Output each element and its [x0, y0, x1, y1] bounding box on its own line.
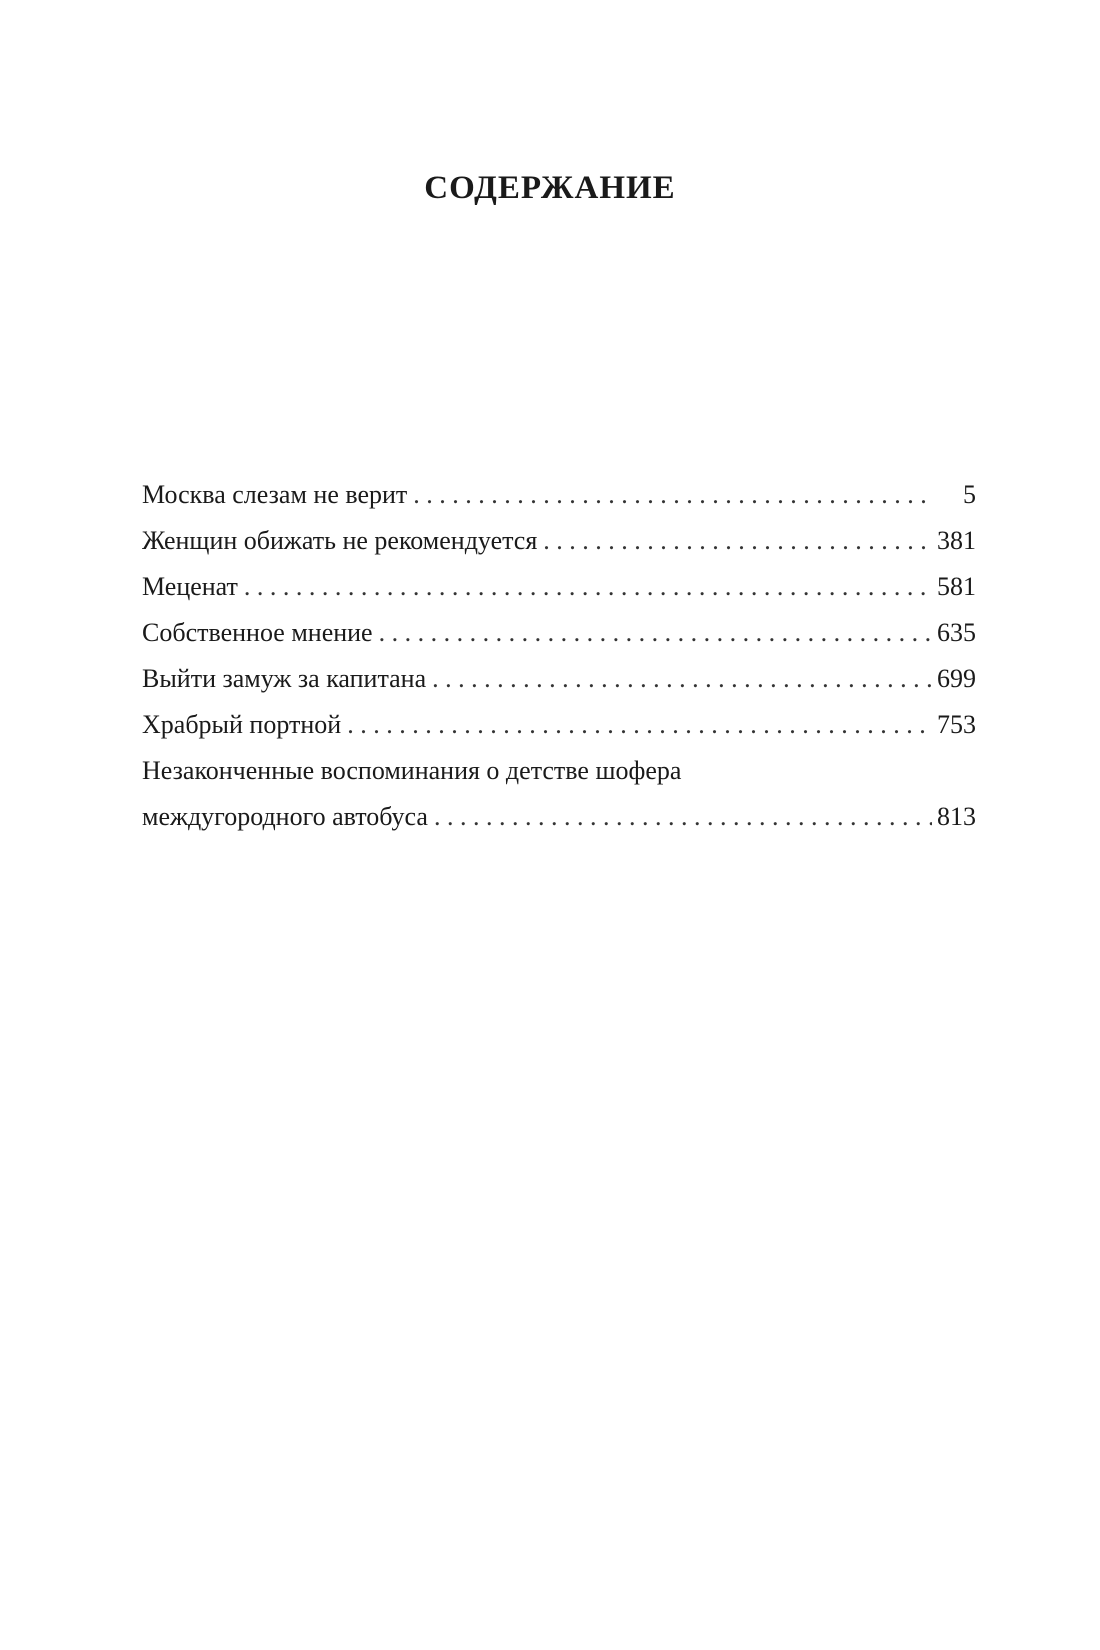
- toc-line: [142, 472, 976, 518]
- toc-entry-title-line1: Незаконченные воспоминания о детстве шофера: [142, 756, 682, 785]
- toc-entry[interactable]: [142, 564, 976, 610]
- toc-entry-title: Выйти замуж за капитана: [142, 664, 427, 693]
- toc-leader-dots: [434, 794, 932, 840]
- toc-page-number: 753: [937, 710, 976, 739]
- toc-page-number: 5: [963, 480, 976, 509]
- toc-page-number: 635: [937, 618, 976, 647]
- toc-entry[interactable]: [142, 472, 976, 518]
- toc-leader-dots: [379, 610, 932, 656]
- toc-leader-dots: [244, 564, 932, 610]
- toc-page-number: 581: [937, 572, 976, 601]
- toc-line: [142, 610, 976, 656]
- toc-line: [142, 564, 976, 610]
- toc-entry-title: Собственное мнение: [142, 618, 373, 647]
- toc-leader-dots: [543, 518, 932, 564]
- toc-line: [142, 794, 976, 840]
- toc-page-number: 699: [937, 664, 976, 693]
- toc-page-number: 813: [937, 802, 976, 831]
- toc-line: [142, 702, 976, 748]
- toc-entry[interactable]: [142, 748, 976, 840]
- toc-entry-title: Москва слезам не верит: [142, 480, 408, 509]
- toc-leader-dots: [347, 702, 932, 748]
- toc-entry-title-line2: междугородного автобуса: [142, 802, 428, 831]
- toc-line: [142, 518, 976, 564]
- toc-entry-title: Женщин обижать не рекомендуется: [142, 526, 538, 555]
- page-title: СОДЕРЖАНИЕ: [424, 170, 676, 206]
- toc-line: [142, 656, 976, 702]
- toc-leader-dots: [432, 656, 932, 702]
- toc-entry[interactable]: [142, 656, 976, 702]
- table-of-contents: [142, 472, 976, 840]
- toc-page-number: 381: [937, 526, 976, 555]
- toc-entry-title: Меценат: [142, 572, 238, 601]
- toc-entry[interactable]: [142, 610, 976, 656]
- toc-entry[interactable]: [142, 702, 976, 748]
- toc-entry[interactable]: [142, 518, 976, 564]
- toc-leader-dots: [413, 472, 932, 518]
- toc-entry-title: Храбрый портной: [142, 710, 342, 739]
